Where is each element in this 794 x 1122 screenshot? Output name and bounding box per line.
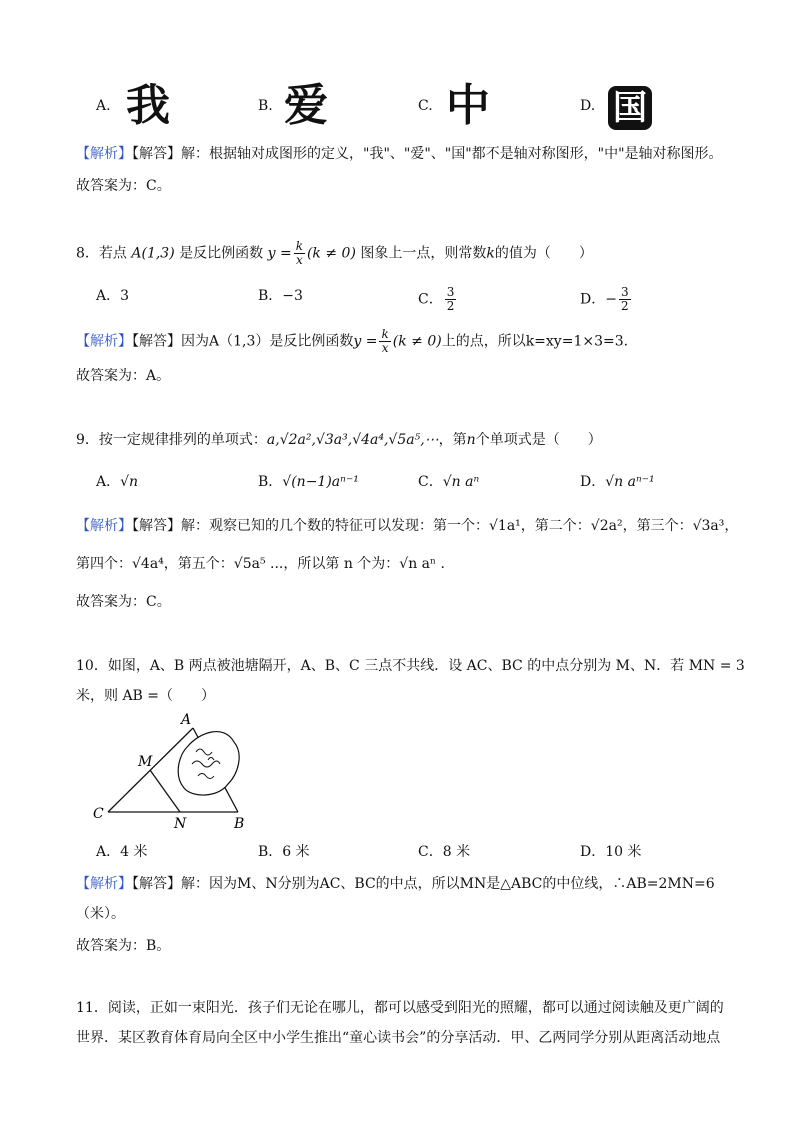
fig-label-b: B xyxy=(234,816,245,832)
q8-answer: 故答案为：A。 xyxy=(76,368,171,384)
fig-label-n: N xyxy=(174,816,187,832)
fig-label-c: C xyxy=(93,806,104,822)
q10-option-a: A．4 米 xyxy=(96,844,148,860)
q10-question-line1: 10．如图，A、B 两点被池塘隔开，A、B、C 三点不共线．设 AC、BC 的中点分别为 M、N．若 MN = 3 xyxy=(76,658,745,674)
q10-option-c: C．8 米 xyxy=(418,844,471,860)
q9-question: 9．按一定规律排列的单项式：a,√2a²,√3a³,√4a⁴,√5a⁵,⋯，第n个单项式是（ ） xyxy=(76,432,602,448)
fig-label-m: M xyxy=(138,754,153,770)
q7-option-c-label: C. xyxy=(418,98,433,114)
q8-option-b: B．−3 xyxy=(258,288,303,304)
q7-option-a-label: A. xyxy=(96,98,111,114)
q8-option-d: D．− $\frac{3}{2}$ xyxy=(580,285,629,313)
q7-option-a-char: 我 xyxy=(126,80,170,131)
q9-option-d: D．√n aⁿ⁻¹ xyxy=(580,474,655,490)
q8-option-a: A．3 xyxy=(96,288,130,304)
q7-answer: 故答案为：C。 xyxy=(76,178,171,194)
q9-solution-line1: 【解析】【解答】解：观察已知的几个数的特征可以发现：第一个：√1a¹，第二个：√2a²，第三个：√3a³， xyxy=(76,518,739,534)
q10-option-b: B．6 米 xyxy=(258,844,310,860)
q7-option-b-label: B. xyxy=(258,98,273,114)
q7-option-d-char: 国 xyxy=(608,86,652,130)
q11-question-line1: 11．阅读，正如一束阳光．孩子们无论在哪儿，都可以感受到阳光的照耀，都可以通过阅读触及更广阔的 xyxy=(76,1000,724,1016)
q9-option-c: C．√n aⁿ xyxy=(418,474,480,490)
analysis-tag: 【解析】 xyxy=(76,146,132,162)
q7-option-c-char: 中 xyxy=(446,80,490,131)
q8-question: 8．若点 A(1,3) 是反比例函数 y = $\frac{k}{x}$ (k ≠ 0) 图象上一点，则常数k的值为（ ） xyxy=(76,239,593,267)
q10-solution-line2: （米）。 xyxy=(76,906,125,922)
q9-answer: 故答案为：C。 xyxy=(76,594,171,610)
q9-option-a: A．√n xyxy=(96,474,139,490)
q8-solution: 【解析】【解答】因为A（1,3）是反比例函数y = $\frac{k}{x}$ (k ≠ 0)上的点，所以k=xy=1×3=3. xyxy=(76,327,629,355)
q10-figure xyxy=(88,708,258,832)
q9-option-b: B．√(n−1)aⁿ⁻¹ xyxy=(258,474,359,490)
q10-solution-line1: 【解析】【解答】解：因为M、N分别为AC、BC的中点，所以MN是△ABC的中位线，∴AB=2MN=6 xyxy=(76,876,715,892)
q11-question-line2: 世界．某区教育体育局向全区中小学生推出“童心读书会”的分享活动．甲、乙两同学分别从距离活动地点 xyxy=(76,1030,721,1046)
q10-question-line2: 米，则 AB =（ ） xyxy=(76,688,216,704)
q8-option-c: C． $\frac{3}{2}$ xyxy=(418,285,455,313)
fig-label-a: A xyxy=(181,712,192,728)
q7-option-b-char: 爱 xyxy=(284,80,328,131)
q7-solution: 【解析】【解答】解：根据轴对成图形的定义，"我"、"爱"、"国"都不是轴对称图形，"中"是轴对称图形。 xyxy=(76,146,723,162)
q9-solution-line2: 第四个：√4a⁴，第五个：√5a⁵ ...，所以第 n 个为：√n aⁿ . xyxy=(76,556,445,572)
q7-option-d-label: D. xyxy=(580,98,596,114)
q10-answer: 故答案为：B。 xyxy=(76,938,171,954)
q10-option-d: D．10 米 xyxy=(580,844,642,860)
